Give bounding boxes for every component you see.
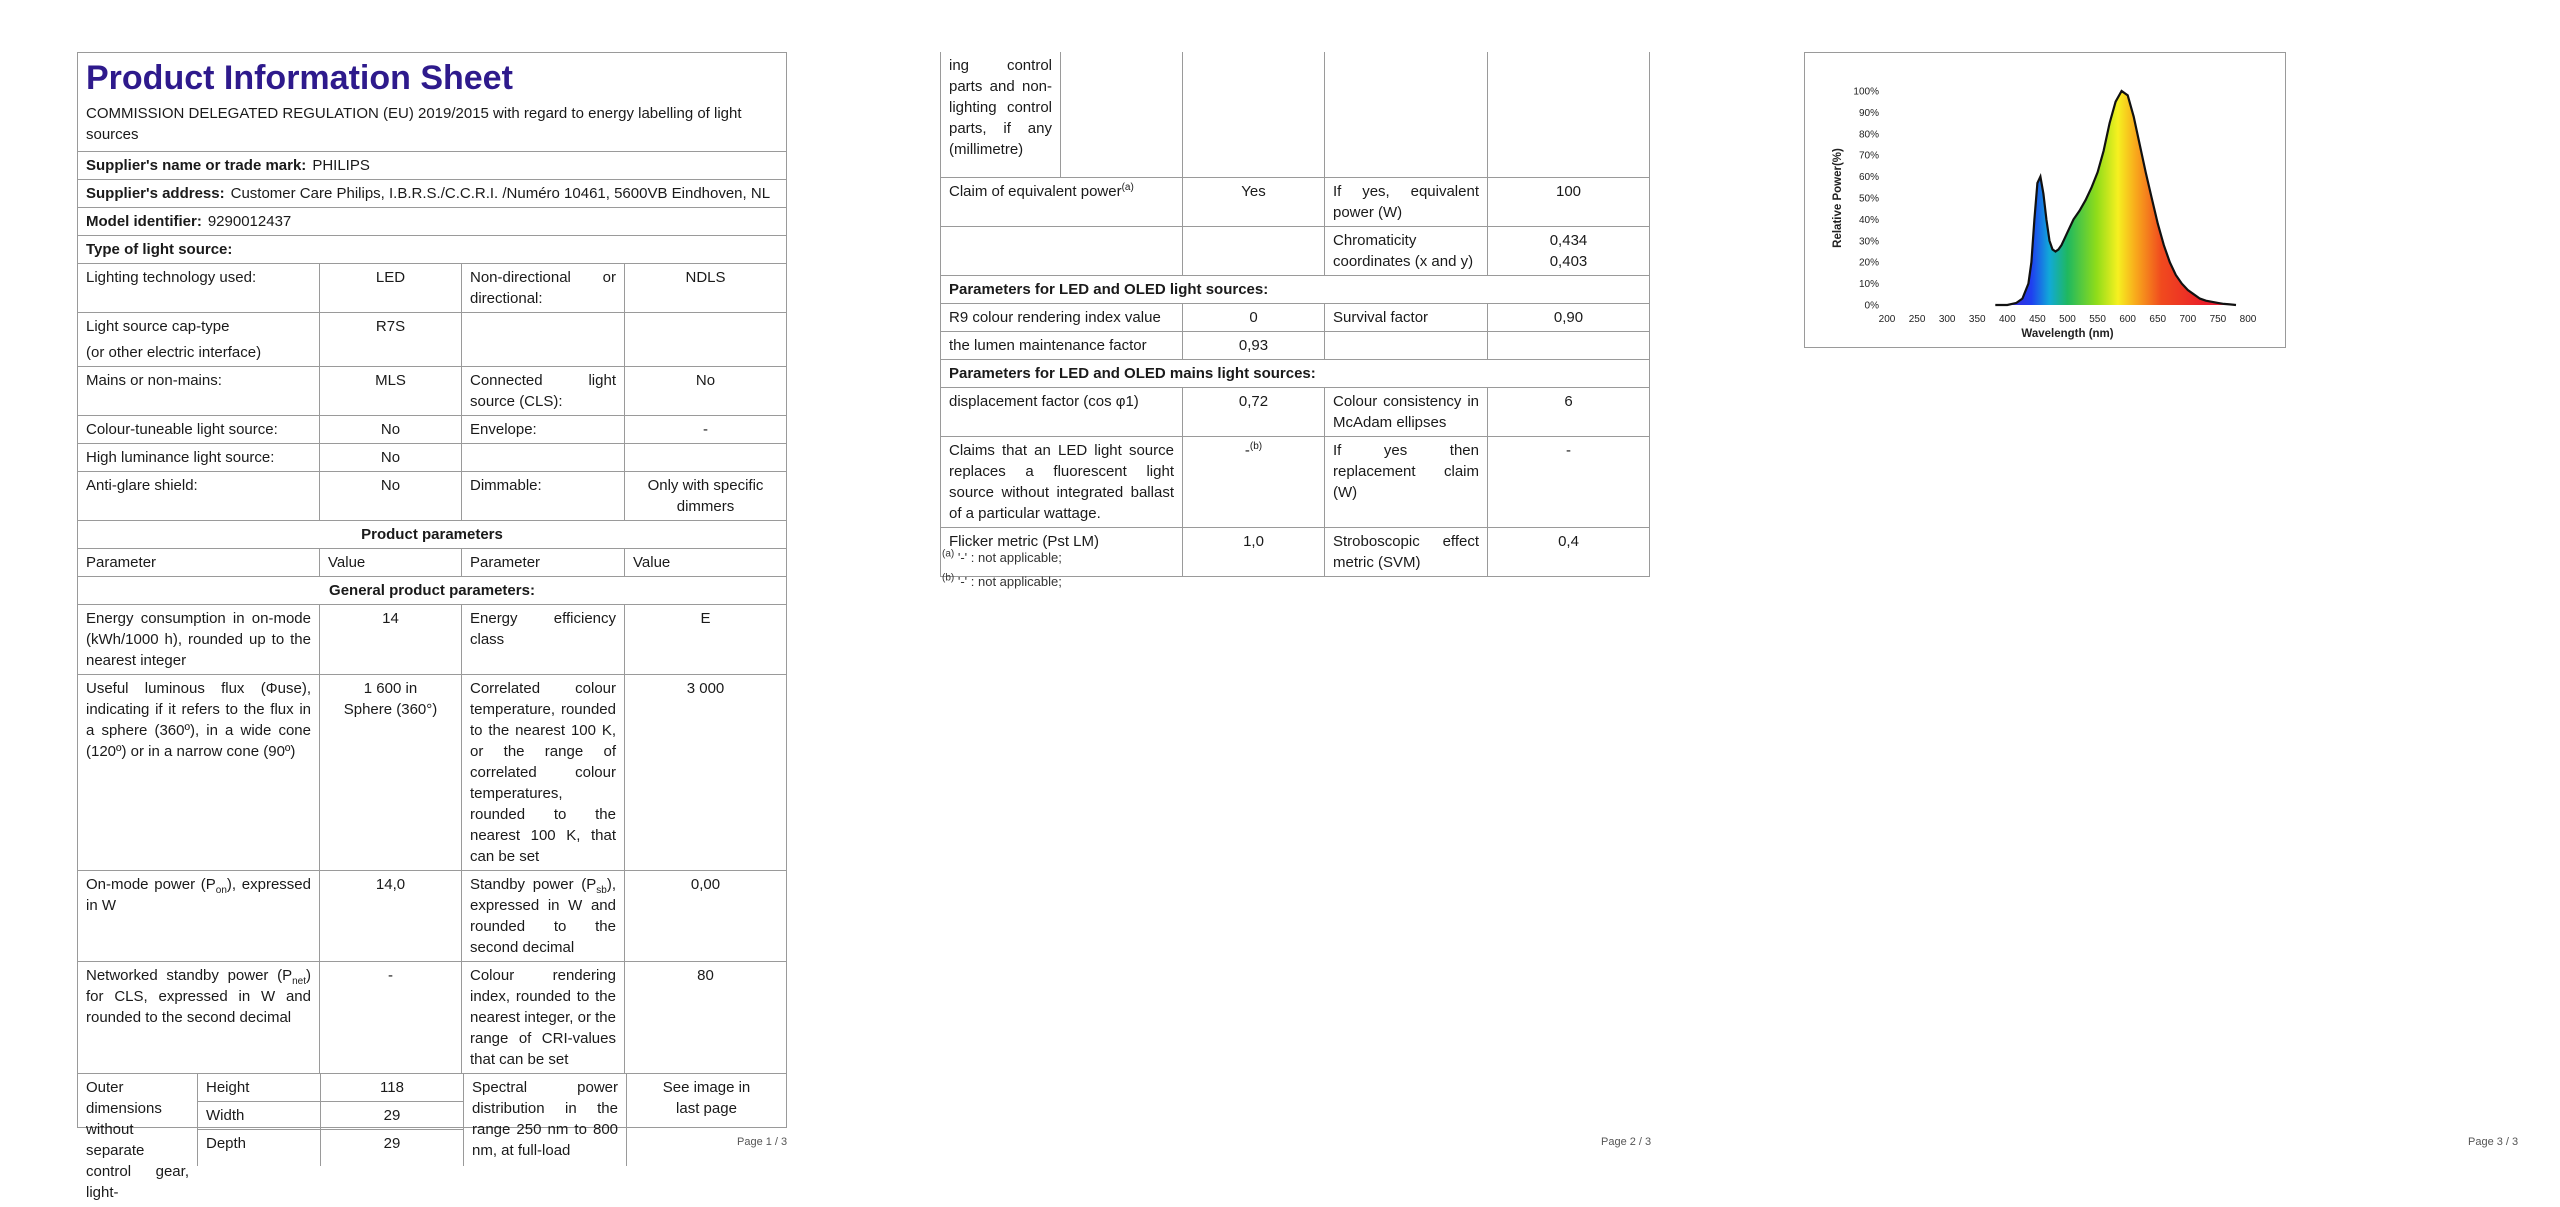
- y-tick-label: 50%: [1858, 193, 1879, 205]
- x-tick-label: 350: [1968, 314, 1986, 325]
- param-cell: High luminance light source:: [78, 444, 320, 471]
- param-cell: the lumen maintenance factor: [941, 332, 1183, 359]
- cap-type-sublabel: (or other electric interface): [86, 344, 262, 361]
- param-cell: Claims that an LED light source replaces a fluorescent light source without integrated ballast of a particular wattage.: [941, 437, 1183, 527]
- x-tick-label: 300: [1938, 314, 1956, 325]
- param-cell: Connected light source (CLS):: [462, 367, 625, 415]
- table-row: [941, 437, 1649, 528]
- continued-label: ing control parts and non-lighting control parts, if any (millimetre): [941, 52, 1061, 177]
- y-axis-label: Relative Power(%): [1832, 148, 1844, 248]
- y-tick-label: 0%: [1864, 300, 1879, 312]
- chroma-y-value: 0,403: [1549, 253, 1588, 270]
- y-tick-label: 40%: [1858, 214, 1879, 226]
- value-cell: 100: [1555, 183, 1582, 200]
- supplier-address-row: [78, 180, 786, 208]
- standby-power-label-post: ), expressed in W and rounded to the second decimal: [470, 876, 616, 956]
- chroma-x-value: 0,434: [1549, 232, 1588, 249]
- param-cell: [941, 178, 1183, 226]
- value-cell: [625, 313, 786, 366]
- empty-cell: [941, 227, 1183, 275]
- table-row-continued: [941, 52, 1649, 178]
- value-cell: 0,00: [690, 876, 721, 893]
- spectral-chart-frame: [1804, 52, 2286, 348]
- param-cell: Stroboscopic effect metric (SVM): [1325, 528, 1488, 576]
- general-params-header: [78, 577, 786, 605]
- page-3: [1680, 0, 2560, 1207]
- supplier-address-label: Supplier's address:: [86, 185, 225, 202]
- y-tick-label: 100%: [1853, 86, 1879, 98]
- table-row: [78, 871, 786, 962]
- table-row: [78, 264, 786, 313]
- param-cell: Energy consumption in on-mode (kWh/1000 h), rounded up to the nearest integer: [78, 605, 320, 674]
- empty-cell: [1061, 52, 1183, 177]
- page-1: [0, 0, 850, 1207]
- spectral-label: Spectral power distribution in the range 250 nm to 800 nm, at full-load: [464, 1074, 627, 1166]
- value-cell: 3 000: [686, 680, 725, 697]
- supplier-address-value: Customer Care Philips, I.B.R.S./C.C.R.I. /Numéro 10461, 5600VB Eindhoven, NL: [230, 185, 771, 202]
- value-cell: -: [703, 421, 708, 438]
- param-cell: Survival factor: [1325, 304, 1488, 331]
- section-heading: Product parameters: [361, 526, 503, 543]
- page-2: [850, 0, 1680, 1207]
- param-cell: If yes, equivalent power (W): [1325, 178, 1488, 226]
- table-row: [941, 227, 1649, 276]
- param-cell: Dimmable:: [462, 472, 625, 520]
- on-mode-power-label-pre: On-mode power (P: [86, 876, 216, 893]
- value-cell: 1,0: [1183, 528, 1325, 576]
- supplier-name-row: [78, 152, 786, 180]
- value-cell: 80: [697, 967, 714, 984]
- table-row: [78, 444, 786, 472]
- param-cell: [462, 444, 625, 471]
- continued-table: [940, 52, 1650, 577]
- value-cell: 14: [320, 605, 462, 674]
- on-mode-subscript: on: [215, 885, 227, 896]
- table-row-dimensions: [78, 1074, 786, 1201]
- value-cell: R7S: [320, 313, 462, 366]
- y-tick-label: 60%: [1858, 172, 1879, 184]
- param-cell: Energy efficiency class: [462, 605, 625, 674]
- param-cell: Lighting technology used:: [78, 264, 320, 312]
- table-row: [78, 416, 786, 444]
- param-cell: Chromaticity coordinates (x and y): [1325, 227, 1488, 275]
- column-header: Parameter: [78, 549, 320, 576]
- param-cell: Colour rendering index, rounded to the nearest integer, or the range of CRI-values that can be set: [462, 962, 625, 1073]
- page-title: Product Information Sheet: [86, 59, 513, 97]
- y-tick-label: 20%: [1858, 257, 1879, 269]
- footnote-a-mark: (a): [942, 548, 955, 560]
- mains-params-header: [941, 360, 1649, 388]
- param-cell: If yes then replacement claim (W): [1325, 437, 1488, 527]
- table-row: [78, 472, 786, 521]
- param-cell: [462, 313, 625, 366]
- footnote-mark-b: (b): [1249, 441, 1263, 452]
- on-mode-power-label-post: ), expressed in W: [86, 876, 311, 914]
- regulation-subtitle: COMMISSION DELEGATED REGULATION (EU) 2019/2015 with regard to energy labelling of light sources: [86, 105, 742, 143]
- x-tick-label: 800: [2239, 314, 2257, 325]
- y-tick-label: 30%: [1858, 236, 1879, 248]
- value-cell: No: [695, 372, 716, 389]
- param-cell: Flicker metric (Pst LM): [941, 528, 1183, 576]
- section-heading: Parameters for LED and OLED light sources:: [949, 281, 1269, 298]
- model-value: 9290012437: [207, 213, 292, 230]
- footnote-b-text: '-' : not applicable;: [957, 574, 1062, 589]
- dim-value-width: 29: [321, 1102, 463, 1130]
- dimension-values: [321, 1074, 464, 1166]
- table-row: [78, 367, 786, 416]
- section-heading: Parameters for LED and OLED mains light sources:: [949, 365, 1316, 382]
- value-cell: 14,0: [320, 871, 462, 961]
- empty-cell: [1488, 332, 1649, 359]
- param-cell: displacement factor (cos φ1): [941, 388, 1183, 436]
- column-header-row: [78, 549, 786, 577]
- dim-value-depth: 29: [383, 1135, 401, 1152]
- value-cell: LED: [320, 264, 462, 312]
- dim-label-width: Width: [198, 1102, 320, 1130]
- param-cell: [78, 962, 320, 1073]
- page-number: Page 2 / 3: [1601, 1136, 1652, 1148]
- param-cell: Correlated colour temperature, rounded to the nearest 100 K, or the range of correlated colour temperatures, rounded to the nearest 100 K, that can be set: [462, 675, 625, 870]
- param-cell: Colour consistency in McAdam ellipses: [1325, 388, 1488, 436]
- value-cell: No: [320, 472, 462, 520]
- value-cell: 0,93: [1183, 332, 1325, 359]
- table-row: [941, 332, 1649, 360]
- value-cell: [625, 444, 786, 471]
- value-cell: Only with specific dimmers: [647, 477, 764, 515]
- value-cell: [1183, 437, 1325, 527]
- model-label: Model identifier:: [86, 213, 202, 230]
- y-tick-label: 90%: [1858, 107, 1879, 119]
- empty-cell: [1488, 52, 1649, 177]
- column-header: Value: [633, 554, 671, 571]
- column-header: Value: [320, 549, 462, 576]
- y-tick-label: 80%: [1858, 129, 1879, 141]
- outer-dimensions-label: Outer dimensions without separate control gear, light-: [78, 1074, 198, 1166]
- page-number: Page 1 / 3: [737, 1136, 788, 1148]
- param-cell: Anti-glare shield:: [78, 472, 320, 520]
- value-cell: MLS: [320, 367, 462, 415]
- claims-value: -: [1244, 442, 1250, 459]
- dimension-labels: [198, 1074, 321, 1166]
- x-tick-label: 450: [2029, 314, 2046, 325]
- claim-label: Claim of equivalent power: [949, 183, 1122, 200]
- y-tick-label: 10%: [1858, 279, 1879, 291]
- param-cell: [78, 313, 320, 366]
- header-block: [78, 53, 786, 152]
- net-subscript: net: [292, 976, 306, 987]
- standby-power-label-pre: Standby power (P: [470, 876, 597, 893]
- x-tick-label: 600: [2119, 314, 2137, 325]
- y-tick-label: 70%: [1858, 150, 1879, 162]
- supplier-name-value: PHILIPS: [312, 157, 370, 174]
- cap-type-label: Light source cap-type: [86, 318, 230, 335]
- value-cell: 0: [1183, 304, 1325, 331]
- page-number: Page 3 / 3: [2468, 1136, 2519, 1148]
- empty-cell: [1325, 52, 1488, 177]
- x-tick-label: 550: [2089, 314, 2106, 325]
- param-cell: Useful luminous flux (Φuse), indicating if it refers to the flux in a sphere (360º), in a wide cone (120º) or in a narrow cone (90º): [78, 675, 320, 870]
- x-tick-label: 400: [1998, 314, 2016, 325]
- value-cell: 0,90: [1553, 309, 1584, 326]
- footnote-b-mark: (b): [942, 572, 955, 584]
- dim-label-height: Height: [198, 1074, 320, 1102]
- value-cell: 0,4: [1558, 533, 1579, 550]
- led-params-header: [941, 276, 1649, 304]
- section-heading: General product parameters:: [329, 582, 535, 599]
- product-params-header: [78, 521, 786, 549]
- param-cell: Envelope:: [462, 416, 625, 443]
- net-standby-label-post: ) for CLS, expressed in W and rounded to the second decimal: [86, 967, 311, 1026]
- x-axis-label: Wavelength (nm): [2021, 328, 2114, 340]
- net-standby-label-pre: Networked standby power (P: [86, 967, 293, 984]
- value-cell: NDLS: [685, 269, 726, 286]
- x-tick-label: 250: [1908, 314, 1926, 325]
- value-cell: No: [320, 444, 462, 471]
- param-cell: Non-directional or directional:: [462, 264, 625, 312]
- value-cell: [1488, 227, 1649, 275]
- table-row: [78, 313, 786, 367]
- footnote-a: [942, 550, 1062, 565]
- model-row: [78, 208, 786, 236]
- x-tick-label: 200: [1878, 314, 1896, 325]
- value-cell: 1 600 in Sphere (360°): [320, 675, 462, 870]
- param-cell: [78, 871, 320, 961]
- param-cell: R9 colour rendering index value: [941, 304, 1183, 331]
- table-row: [941, 304, 1649, 332]
- table-row: [941, 388, 1649, 437]
- footnote-mark-a: (a): [1121, 182, 1134, 193]
- value-cell: -: [1566, 442, 1571, 459]
- column-header: Parameter: [462, 549, 625, 576]
- value-cell: -: [320, 962, 462, 1073]
- supplier-name-label: Supplier's name or trade mark:: [86, 157, 307, 174]
- empty-cell: [1183, 227, 1325, 275]
- x-tick-label: 500: [2059, 314, 2076, 325]
- footnote-b: [942, 574, 1062, 589]
- value-cell: No: [320, 416, 462, 443]
- footnote-a-text: '-' : not applicable;: [957, 550, 1062, 565]
- dim-label-depth: Depth: [206, 1135, 247, 1152]
- x-tick-label: 750: [2209, 314, 2227, 325]
- value-cell: Yes: [1183, 178, 1325, 226]
- x-tick-label: 700: [2179, 314, 2197, 325]
- empty-cell: [1183, 52, 1325, 177]
- table-row: [78, 605, 786, 675]
- dim-value-height: 118: [321, 1074, 463, 1102]
- type-label: Type of light source:: [86, 241, 233, 258]
- table-row: [78, 962, 786, 1074]
- param-cell: Mains or non-mains:: [78, 367, 320, 415]
- value-cell: 6: [1564, 393, 1573, 410]
- spectral-value: See image in last page: [662, 1079, 751, 1117]
- value-cell: E: [700, 610, 711, 627]
- spectral-power-chart: [1805, 53, 2285, 347]
- standby-subscript: sb: [596, 885, 607, 896]
- empty-cell: [1325, 332, 1488, 359]
- x-tick-label: 650: [2149, 314, 2167, 325]
- type-header-row: [78, 236, 786, 264]
- table-row: [941, 178, 1649, 227]
- param-cell: Colour-tuneable light source:: [78, 416, 320, 443]
- param-cell: [462, 871, 625, 961]
- table-row: [78, 675, 786, 871]
- value-cell: 0,72: [1183, 388, 1325, 436]
